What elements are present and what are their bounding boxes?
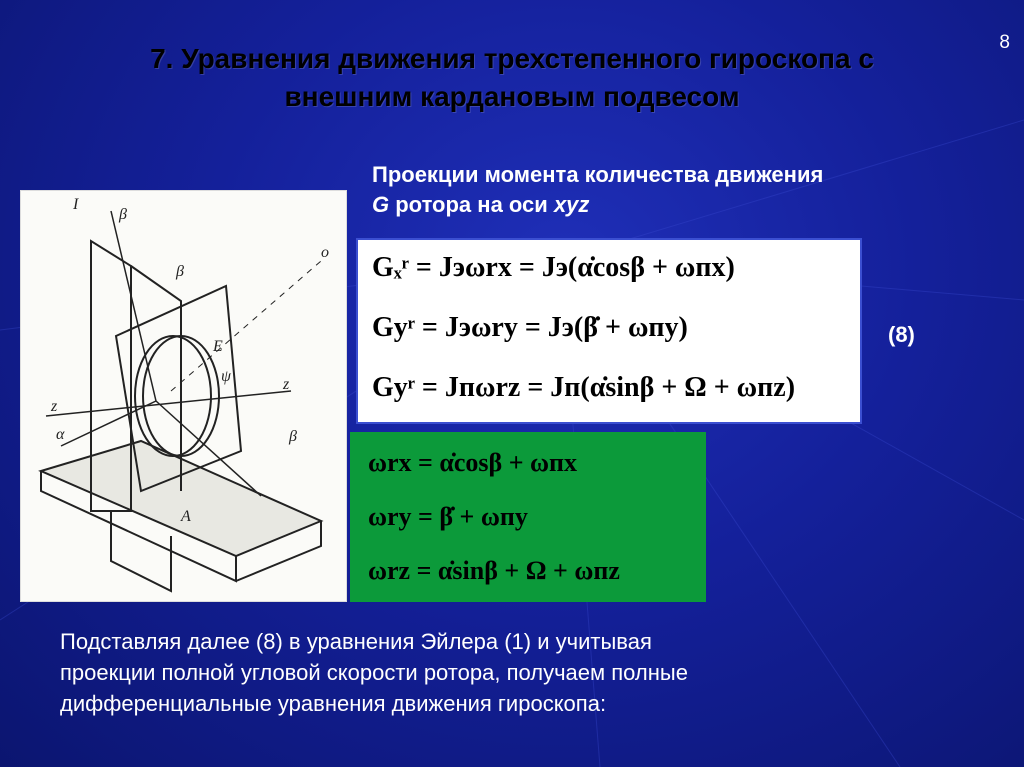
svg-text:I: I: [73, 196, 79, 213]
svg-text:β: β: [289, 428, 297, 445]
equation-gz: Gyʳ = Jпωrz = Jп(α̇sinβ + Ω + ωпz): [372, 372, 796, 403]
svg-text:β: β: [176, 263, 184, 280]
slide-title: [20, 40, 1004, 116]
angular-velocity-equations: [350, 432, 706, 602]
gyroscope-diagram: [20, 190, 347, 602]
title-line-1: 7. Уравнения движения трехстепенного гироскопа с: [150, 43, 874, 74]
svg-text:β: β: [119, 206, 127, 223]
equation-gx: Gₓʳ = Jэωrx = Jэ(α̇cosβ + ωпx): [372, 252, 735, 283]
svg-text:z: z: [283, 376, 290, 393]
svg-text:A: A: [181, 508, 191, 525]
equation-wrx: ωrx = α̇cosβ + ωпx: [368, 448, 578, 477]
equation-gy: Gyʳ = Jэωry = Jэ(β̇ + ωпy): [372, 312, 688, 343]
svg-text:z: z: [51, 398, 58, 415]
angular-momentum-equations: [356, 238, 862, 424]
gimbal-drawing: [21, 191, 346, 601]
conclusion-line-1: Подставляя далее (8) в уравнения Эйлера (1) и учитывая: [60, 629, 652, 654]
svg-text:α: α: [56, 426, 65, 443]
projections-symbol: G: [372, 192, 390, 217]
conclusion-text: [60, 626, 960, 719]
svg-text:ψ: ψ: [221, 368, 231, 385]
projections-text: ротора на оси: [389, 192, 554, 217]
equation-wrz: ωrz = α̇sinβ + Ω + ωпz: [368, 556, 620, 585]
equation-number: (8): [888, 322, 915, 347]
conclusion-line-2: проекции полной угловой скорости ротора, получаем полные: [60, 660, 688, 685]
projections-line-1: Проекции момента количества движения: [372, 162, 824, 187]
svg-text:E: E: [213, 338, 223, 355]
projections-caption: [372, 160, 823, 220]
projections-axes: xyz: [553, 192, 590, 217]
slide-number: 8: [999, 32, 1010, 53]
equation-wry: ωry = β̇ + ωпy: [368, 502, 528, 531]
title-line-2: внешним кардановым подвесом: [284, 81, 740, 112]
svg-text:o: o: [321, 244, 329, 261]
conclusion-line-3: дифференциальные уравнения движения гироскопа:: [60, 691, 607, 716]
projections-line-2: [372, 190, 823, 220]
